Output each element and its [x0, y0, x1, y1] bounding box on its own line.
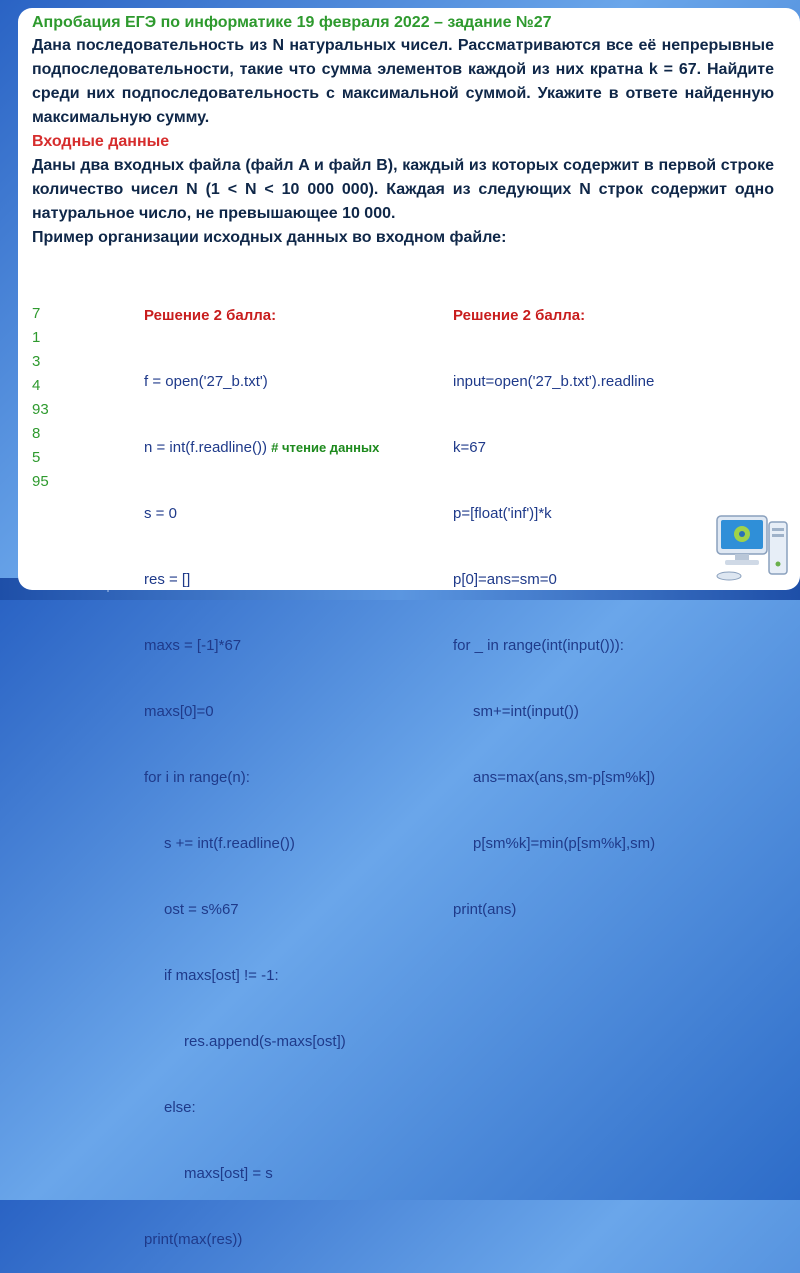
example-number: 95	[32, 473, 49, 490]
input-description: Даны два входных файла (файл A и файл B), каждый из которых содержит в первой строке количество чисел N (1 < N < 10 000 000). Каждая из следующих N строк содержит одно натуральное число, не превышающее 10 000.	[32, 157, 774, 222]
code-line	[144, 1031, 379, 1053]
code-line	[453, 503, 655, 525]
code-text: res.append(s-maxs[ost])	[184, 1033, 346, 1050]
code-line	[453, 569, 655, 591]
code-line	[144, 503, 379, 525]
code-text: if maxs[ost] != -1:	[164, 967, 279, 984]
code-text: p[0]=ans=sm=0	[453, 571, 557, 588]
code-text: input=open('27_b.txt').readline	[453, 373, 655, 390]
code-text: maxs[ost] = s	[184, 1165, 273, 1182]
code-line	[453, 767, 655, 789]
code-line	[144, 371, 379, 393]
code-line	[453, 833, 655, 855]
code-line	[144, 437, 379, 459]
task-description: Дана последовательность из N натуральных чисел. Рассматриваются все её непрерывные подпоследовательности, такие что сумма элементов каждой из них кратна k = 67. Найдите среди них подпоследовательность с максимальной суммой. Укажите в ответе найденную максимальную сумму.	[32, 37, 774, 126]
code-text: res = []	[144, 571, 191, 588]
code-text: maxs = [-1]*67	[144, 637, 242, 654]
code-line	[453, 437, 655, 459]
code-line	[453, 899, 655, 921]
code-line	[144, 1097, 379, 1119]
code-line	[144, 635, 379, 657]
code-text: k=67	[453, 439, 486, 456]
code-text: s = 0	[144, 505, 177, 522]
slide-title: Апробация ЕГЭ по информатике 19 февраля 2022 – задание №27	[32, 14, 552, 31]
example-number: 3	[32, 353, 41, 370]
code-line	[144, 833, 379, 855]
code-line	[453, 701, 655, 723]
code-text: print(ans)	[453, 901, 517, 918]
left-solution-heading: Решение 2 балла:	[144, 307, 277, 324]
code-text: print(max(res))	[144, 1231, 243, 1248]
code-text: f = open('27_b.txt')	[144, 373, 268, 390]
code-line	[144, 701, 379, 723]
code-text: ans=max(ans,sm-p[sm%k])	[473, 769, 656, 786]
example-number: 4	[32, 377, 41, 394]
example-heading: Пример организации исходных данных во входном файле:	[32, 229, 507, 246]
example-number: 93	[32, 401, 49, 418]
code-line	[453, 371, 655, 393]
task-text-block	[32, 12, 774, 250]
code-comment: # чтение данных	[271, 440, 380, 455]
code-line	[144, 1229, 379, 1251]
example-number: 5	[32, 449, 41, 466]
left-solution-code	[144, 261, 379, 1273]
right-solution-code	[453, 261, 655, 943]
example-number: 7	[32, 305, 41, 322]
code-text: sm+=int(input())	[473, 703, 579, 720]
code-text: p=[float('inf')]*k	[453, 505, 552, 522]
example-number: 1	[32, 329, 41, 346]
code-line	[144, 1163, 379, 1185]
code-text: maxs[0]=0	[144, 703, 214, 720]
example-numbers	[32, 302, 49, 494]
code-line	[144, 965, 379, 987]
code-line	[144, 899, 379, 921]
code-text: for i in range(n):	[144, 769, 250, 786]
code-line	[453, 635, 655, 657]
code-text: else:	[164, 1099, 196, 1116]
code-line	[144, 569, 379, 591]
code-text: for _ in range(int(input())):	[453, 637, 624, 654]
right-solution-heading: Решение 2 балла:	[453, 307, 586, 324]
input-heading: Входные данные	[32, 133, 170, 150]
computer-icon	[711, 508, 791, 588]
code-text: ost = s%67	[164, 901, 239, 918]
code-line	[144, 767, 379, 789]
code-text: p[sm%k]=min(p[sm%k],sm)	[473, 835, 656, 852]
code-text: s += int(f.readline())	[164, 835, 295, 852]
code-text: n = int(f.readline())	[144, 439, 267, 456]
example-number: 8	[32, 425, 41, 442]
